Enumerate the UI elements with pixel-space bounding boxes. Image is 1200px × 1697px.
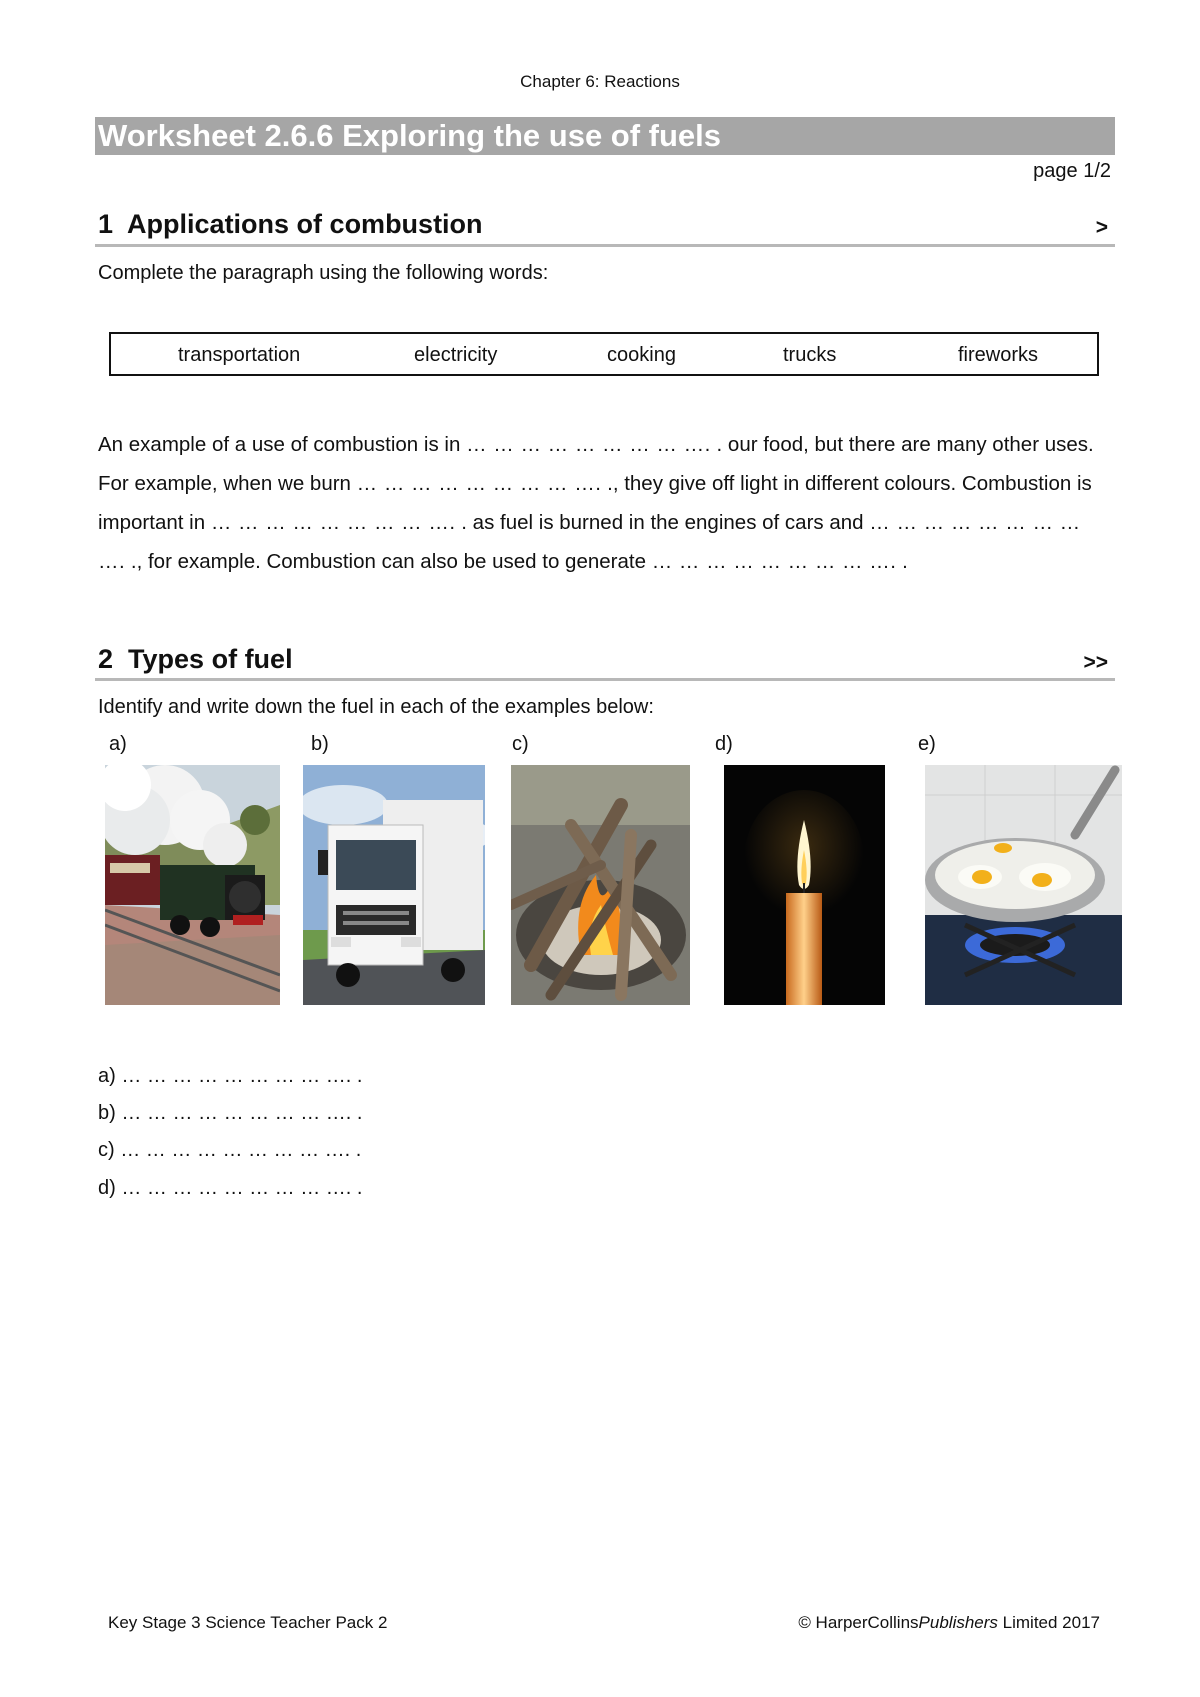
section1-number: 1 [98,209,114,239]
fill-blank[interactable]: … … … … … … … … …. [98,511,1081,573]
section2-title: Types of fuel [128,644,293,674]
section2-number: 2 [98,644,114,674]
copyright-suffix: Limited 2017 [997,1613,1100,1632]
word-bank-item: electricity [414,344,498,366]
fill-blank[interactable]: … … … … … … … … …. [356,472,602,495]
section2-instruction: Identify and write down the fuel in each of the examples below: [98,696,654,718]
paragraph-text: . our food, but there are many other uses. For example, when we burn [98,433,1094,495]
answer-line[interactable]: a) … … … … … … … … …. . [98,1065,363,1087]
word-bank-item: fireworks [958,344,1039,366]
paragraph-text: . as fuel is burned in the engines of cars and [455,511,870,534]
section1-heading [98,209,483,240]
answer-line[interactable]: d) … … … … … … … … …. . [98,1177,363,1199]
paragraph-text: . [896,550,908,573]
paragraph-text: ., they give off light in different colours. Combustion is important in [98,472,1092,534]
page-number: page 1/2 [1033,160,1111,182]
campfire-icon [511,765,690,1005]
answer-line[interactable]: b) … … … … … … … … …. . [98,1102,363,1124]
section2-rule [95,678,1115,681]
paragraph-text: An example of a use of combustion is in [98,433,467,456]
candle-icon [724,765,885,1005]
picture-label: c) [512,733,529,755]
picture-label: e) [918,733,936,755]
gas-stove-icon [925,765,1122,1005]
steam-train-icon [105,765,280,1005]
section1-rule [95,244,1115,247]
word-bank-item: trucks [783,344,837,366]
copyright-prefix: © HarperCollins [798,1613,919,1632]
word-bank-item: cooking [607,344,676,366]
footer-copyright [798,1613,1100,1633]
fill-blank[interactable]: … … … … … … … … …. [651,550,897,573]
section1-title: Applications of combustion [127,209,483,239]
section2-difficulty-arrow: >> [1083,651,1108,674]
truck-icon [303,765,485,1005]
fill-blank[interactable]: … … … … … … … … …. [466,433,711,456]
section1-instruction: Complete the paragraph using the following words: [98,262,549,284]
picture-label: b) [311,733,329,755]
footer-publication: Key Stage 3 Science Teacher Pack 2 [108,1613,388,1632]
chapter-header: Chapter 6: Reactions [520,72,680,91]
section1-difficulty-arrow: > [1095,216,1108,239]
picture-label: a) [109,733,127,755]
copyright-italic: Publishers [918,1613,998,1632]
word-bank-item: transportation [178,344,301,366]
section2-heading [98,644,293,675]
worksheet-title: Worksheet 2.6.6 Exploring the use of fuels [98,118,722,153]
picture-label: d) [715,733,733,755]
answer-line[interactable]: c) … … … … … … … … …. . [98,1139,362,1161]
word-bank-box [109,332,1099,376]
fill-blank[interactable]: … … … … … … … … …. [210,511,456,534]
cloze-paragraph [98,425,1108,581]
paragraph-text: ., for example. Combustion can also be used to generate [125,550,652,573]
